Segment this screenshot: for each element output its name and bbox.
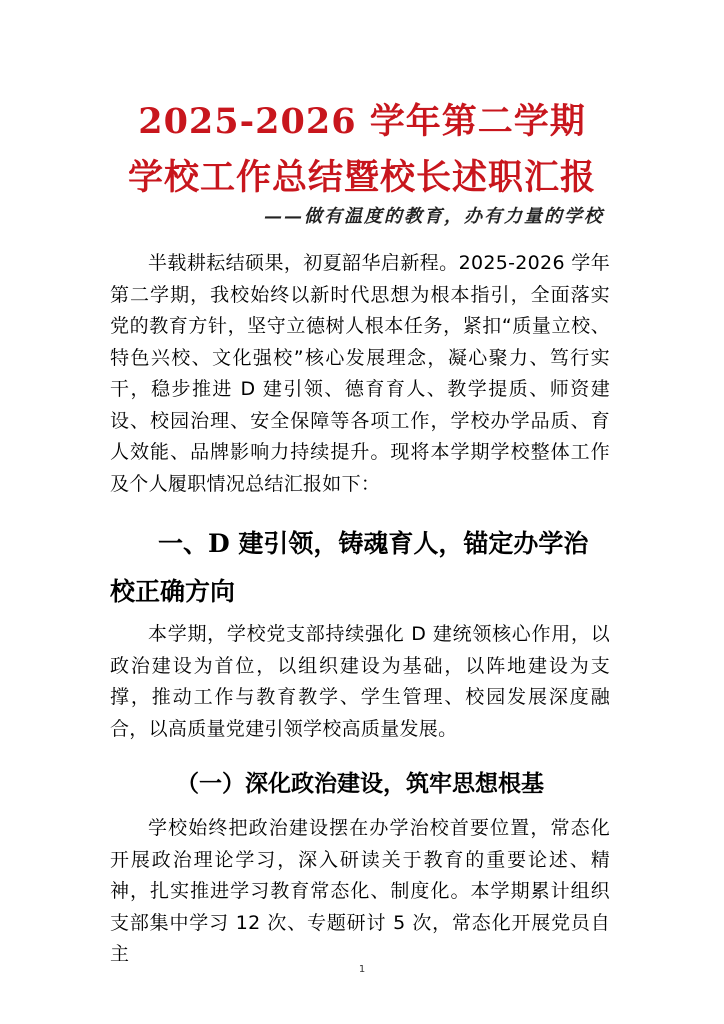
subtitle: ——做有温度的教育，办有力量的学校 [264, 206, 604, 227]
section-heading-1: 一、D 建引领，铸魂育人，锚定办学治校正确方向 [110, 529, 589, 606]
intro-paragraph: 半载耕耘结硕果，初夏韶华启新程。2025-2026 学年第二学期，我校始终以新时代思想为根本指引，全面落实党的教育方针，坚守立德树人根本任务，紧扣“质量立校、特色兴校、文化强校”核心发展理念，凝心聚力、笃行实干，稳步推进 D 建引领、德育育人、教学提质、师资建设、校园治理、安全保障等各项工作，学校办学品质、育人效能、品牌影响力持续提升。现将本学期学校整体工作及个人履职情况总结汇报如下： [110, 252, 610, 495]
subsection-1-paragraph: 学校始终把政治建设摆在办学治校首要位置，常态化开展政治理论学习，深入研读关于教育的重要论述、精神，扎实推进学习教育常态化、制度化。本学期累计组织支部集中学习 12 次、专题研讨 5 次，常态化开展党员自主 [110, 817, 610, 965]
section-1-paragraph: 本学期，学校党支部持续强化 D 建统领核心作用，以政治建设为首位，以组织建设为基础，以阵地建设为支撑，推动工作与教育教学、学生管理、校园发展深度融合，以高质量党建引领学校高质量发展。 [110, 623, 610, 740]
title-line-2: 学校工作总结暨校长述职汇报 [127, 157, 596, 198]
title-line-1: 2025-2026 学年第二学期 [138, 101, 586, 142]
subsection-heading-1: （一）深化政治建设，筑牢思想根基 [176, 770, 544, 797]
page-number: 1 [358, 964, 366, 975]
